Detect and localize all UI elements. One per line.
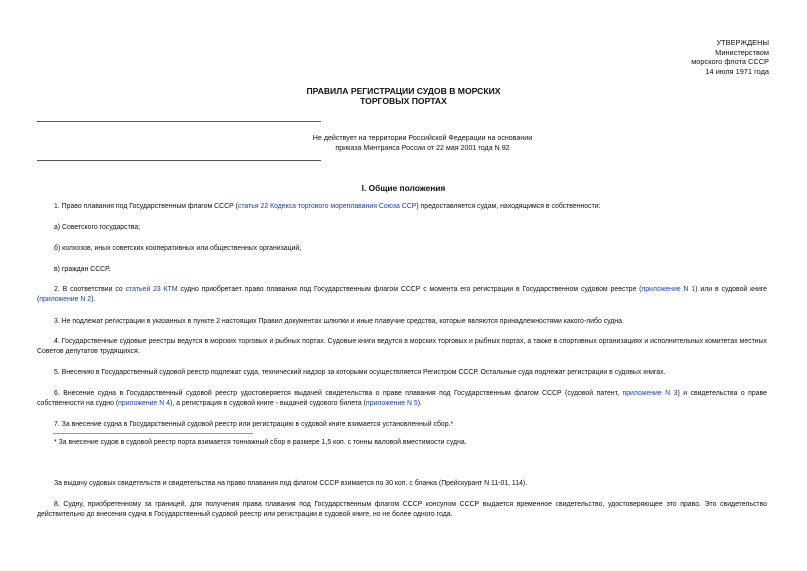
paragraph-3: 3. Не подлежат регистрации в указанных в пункте 2 настоящих Правил документах шлюпки и иные плавучие средства, которые являются принадлежностями какого-либо судна.	[54, 318, 624, 325]
text: ) и свидетельства о праве собственности на судно (	[37, 390, 767, 408]
document-title	[0, 86, 807, 107]
text: ) или в судовой книге (	[37, 286, 768, 304]
link-appendix-1[interactable]: приложение N 1	[641, 286, 696, 293]
paragraph-a: а) Советского государства;	[54, 224, 141, 231]
footnote-divider	[53, 433, 253, 434]
approval-line: Министерством	[715, 47, 769, 57]
paragraph-fee: За выдачу судовых свидетельств и свидетельства на право плавания под флагом СССР взимается по 30 коп. с бланка (Прейскурант N 11-01, 114).	[54, 480, 528, 487]
paragraph-5: 5. Внесению в Государственный судовой реестр подлежат суда, технический надзор за которыми осуществляется Регистром СССР. Остальные суда подлежат регистрации в судовых книгах.	[54, 369, 666, 376]
paragraph-7: 7. За внесение судна в Государственный судовой реестр или регистрацию в судовой книге взимается установленный сбор.*	[54, 421, 454, 428]
link-article-23[interactable]: статьей 23 КТМ	[125, 286, 178, 293]
notice-line: приказа Минтранса России от 22 мая 2001 года N 92	[335, 144, 510, 153]
paragraph-4: 4. Государственные судовые реестры ведутся в морских торговых и рыбных портах. Судовые книги ведутся в морских торговых и рыбных портах, а также в спортивных организациях и исполнительных комитетах местных Советов депутатов трудящихся.	[37, 338, 767, 356]
paragraph-b: б) колхозов, иных советских кооперативных или общественных организаций;	[54, 245, 302, 252]
paragraph-c: в) граждан СССР.	[54, 266, 111, 273]
text: 2. В соответствии со	[54, 286, 126, 293]
paragraph-6	[37, 389, 767, 409]
text: судно приобретает право плавания под Государственным флагом СССР с момента его регистрации в Государственном судовом реестре (	[177, 286, 642, 293]
text: ).	[417, 400, 422, 408]
link-appendix-4[interactable]: приложение N 4	[118, 400, 170, 408]
divider-bottom	[37, 160, 321, 161]
paragraph-8: 8. Судну, приобретенному за границей, для получения права плавания под Государственным флагом СССР консулом СССР выдается временное свидетельство, удостоверяющее это право. Это свидетельство действительно до внесения судна в Государственный судовой реестр или регистрации в судовой книге, но не более одного года.	[37, 501, 767, 519]
text: ), а регистрация в судовой книге - выдачей судового билета (	[169, 400, 366, 408]
title-line: ПРАВИЛА РЕГИСТРАЦИИ СУДОВ В МОРСКИХ	[306, 86, 501, 96]
approval-block	[691, 38, 769, 76]
text: 6. Внесение судна в Государственный судовой реестр удостоверяется выдачей свидетельства о праве плавания под Государственным флагом СССР (судовой патент,	[54, 390, 623, 397]
text: ) предоставляется судам, находящимся в собственности:	[416, 203, 601, 210]
text: ).	[91, 296, 96, 304]
paragraph-1	[37, 202, 767, 212]
link-appendix-3[interactable]: приложение N 3	[622, 390, 678, 397]
notice-line: Не действует на территории Российской Федерации на основании	[312, 134, 533, 142]
section-title: I. Общие положения	[361, 183, 446, 193]
title-line: ТОРГОВЫХ ПОРТАХ	[360, 96, 447, 107]
footnote: * За внесение судов в судовой реестр порта взимается тоннажный сбор в размере 1,5 коп. с тонны валовой вместимости судна.	[54, 439, 467, 446]
link-appendix-5[interactable]: приложение N 5	[365, 400, 418, 408]
text: 1. Право плавания под Государственным флагом СССР (	[54, 203, 238, 210]
divider-top	[37, 121, 321, 122]
paragraph-2	[37, 285, 767, 305]
approval-line: морского флота СССР	[691, 57, 769, 67]
approval-line: 14 июля 1971 года	[705, 66, 769, 76]
approval-line: УТВЕРЖДЕНЫ	[716, 38, 769, 47]
validity-notice	[0, 133, 807, 154]
link-article-22[interactable]: статья 22 Кодекса торгового мореплавания Союза ССР	[237, 203, 417, 210]
link-appendix-2[interactable]: приложение N 2	[39, 296, 92, 304]
